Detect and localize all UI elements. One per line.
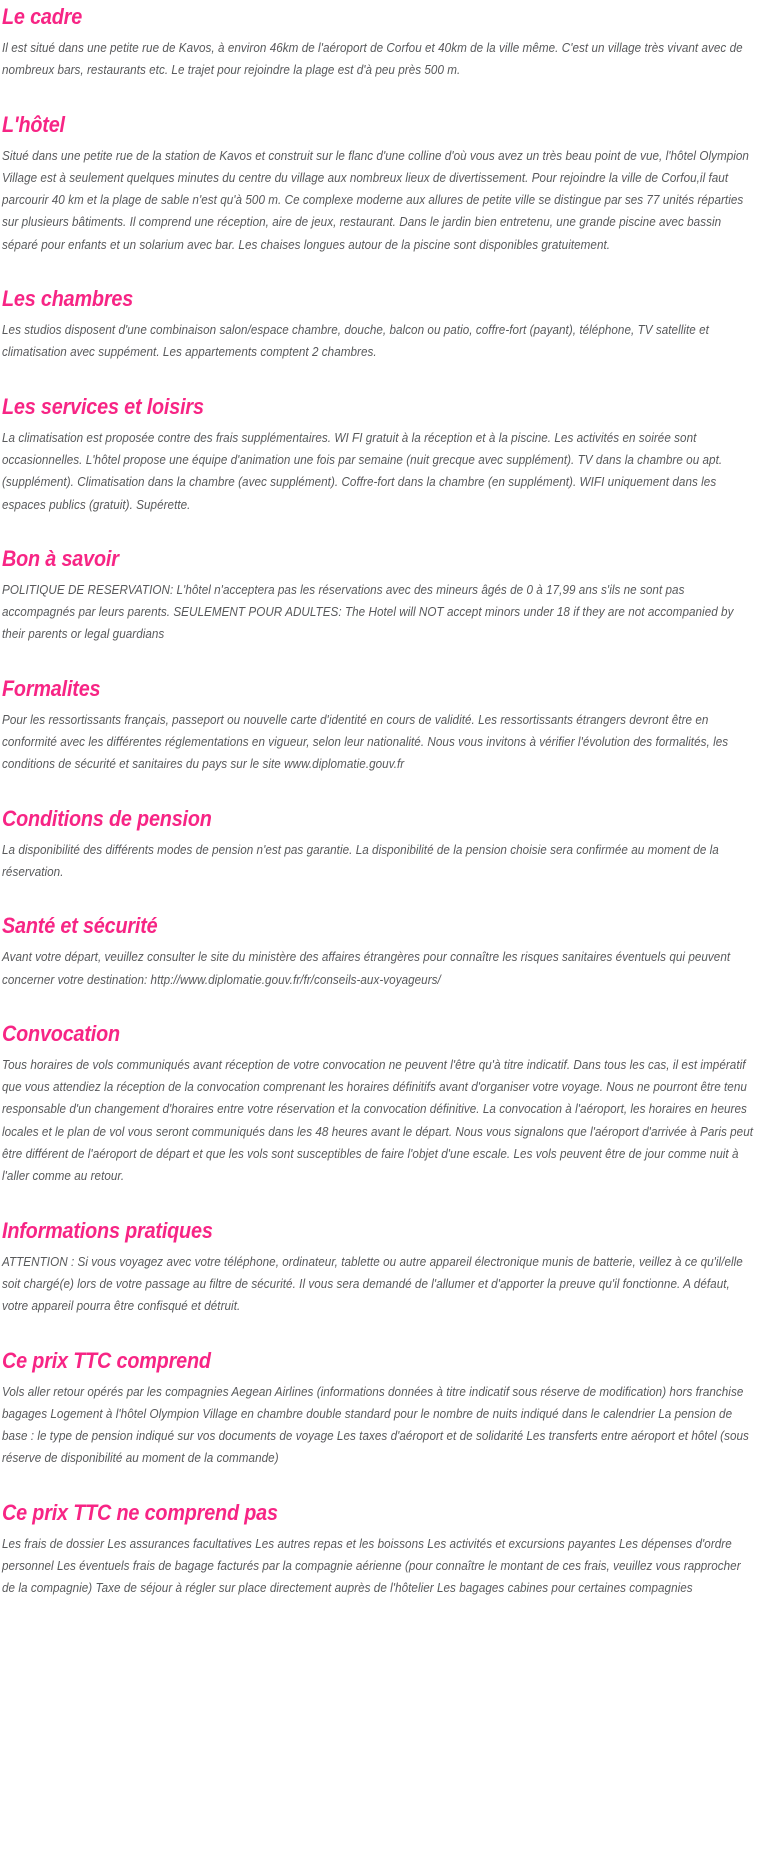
section-heading-conditions-de-pension: Conditions de pension bbox=[2, 805, 212, 831]
section-body-sante-et-securite: Avant votre départ, veuillez consulter le site du ministère des affaires étrangères pour connaître les risques sanitaires éventuels qui peuvent concerner votre destination: http://www.diplomatie.gouv.fr/fr/conseils-aux-voyageurs/ bbox=[2, 949, 731, 987]
section-heading-ce-prix-ttc-comprend: Ce prix TTC comprend bbox=[2, 1347, 211, 1373]
section-informations-pratiques bbox=[2, 1218, 756, 1318]
section-body-ce-prix-ttc-comprend: Vols aller retour opérés par les compagnies Aegean Airlines (informations données à titre indicatif sous réserve de modification) hors franchise bagages Logement à l'hôtel Olympion Village en chambre double standard pour le nombre de nuits indiqué dans le calendrier La pension de base : le type de pension indiqué sur vos documents de voyage Les taxes d'aéroport et de solidarité Les transferts entre aéroport et hôtel (sous réserve de disponibilité au moment de la commande) bbox=[2, 1383, 749, 1466]
section-heading-sante-et-securite: Santé et sécurité bbox=[2, 913, 158, 939]
section-les-services-et-loisirs bbox=[2, 394, 756, 516]
section-spacer bbox=[2, 256, 756, 286]
section-le-cadre bbox=[2, 4, 756, 82]
section-heading-ce-prix-ttc-ne-comprend-pas: Ce prix TTC ne comprend pas bbox=[2, 1499, 278, 1525]
section-body-bon-a-savoir: POLITIQUE DE RESERVATION: L'hôtel n'acceptera pas les réservations avec des mineurs âgés de 0 à 17,99 ans s'ils ne sont pas accompagnés par leurs parents. SEULEMENT POUR ADULTES: The Hotel will NOT accept minors under 18 if they are not accompanied by their parents or legal guardians bbox=[2, 581, 734, 642]
section-heading-formalites: Formalites bbox=[2, 675, 101, 701]
section-heading-convocation: Convocation bbox=[2, 1020, 120, 1046]
section-body-les-chambres: Les studios disposent d'une combinaison salon/espace chambre, douche, balcon ou patio, coffre-fort (payant), téléphone, TV satellite et climatisation avec suppément. Les appartements comptent 2 chambres. bbox=[2, 322, 709, 360]
section-body-le-cadre: Il est situé dans une petite rue de Kavos, à environ 46km de l'aéroport de Corfou et 40km de la ville même. C'est un village très vivant avec de nombreux bars, restaurants etc. Le trajet pour rejoindre la plage est d'à peu près 500 m. bbox=[2, 40, 743, 78]
section-spacer bbox=[2, 883, 756, 913]
section-body-formalites: Pour les ressortissants français, passeport ou nouvelle carte d'identité en cours de validité. Les ressortissants étrangers devront être en conformité avec les différentes réglementations en vigueur, selon leur nationalité. Nous vous invitons à vérifier l'évolution des formalités, les conditions de sécurité et sanitaires du pays sur le site www.diplomatie.gouv.fr bbox=[2, 711, 729, 772]
section-body-l-hotel: Situé dans une petite rue de la station de Kavos et construit sur le flanc d'une colline d'où vous avez un très beau point de vue, l'hôtel Olympion Village est à seulement quelques minutes du centre du village aux nombreux lieux de divertissement. Pour rejoindre la ville de Corfou,il faut parcourir 40 km et la plage de sable n'est qu'à 500 m. Ce complexe moderne aux allures de petite ville se distingue par ses 77 unités réparties sur plusieurs bâtiments. Il comprend une réception, aire de jeux, restaurant. Dans le jardin bien entretenu, une grande piscine avec bassin séparé pour enfants et un solarium avec bar. Les chaises longues autour de la piscine sont disponibles gratuitement. bbox=[2, 147, 749, 252]
section-heading-les-chambres: Les chambres bbox=[2, 286, 134, 312]
section-spacer bbox=[2, 1470, 756, 1500]
section-body-convocation: Tous horaires de vols communiqués avant réception de votre convocation ne peuvent l'être qu'à titre indicatif. Dans tous les cas, il est impératif que vous attendiez la réception de la convocation comprenant les horaires définitifs avant d'organiser votre voyage. Nous ne pourront être tenu responsable d'un changement d'horaires entre votre réservation et la convocation définitive. La convocation à l'aéroport, les horaires en heures locales et le plan de vol vous seront communiqués dans les 48 heures avant le départ. Nous vous signalons que l'aéroport d'arrivée à Paris peut être différent de l'aéroport de départ et que les vols sont susceptibles de faire l'objet d'une escale. Les vols peuvent être de jour comme nuit à l'aller comme au retour. bbox=[2, 1056, 754, 1184]
section-heading-l-hotel: L'hôtel bbox=[2, 111, 65, 137]
section-formalites bbox=[2, 676, 756, 776]
section-convocation bbox=[2, 1021, 756, 1188]
section-spacer bbox=[2, 364, 756, 394]
section-spacer bbox=[2, 776, 756, 806]
section-ce-prix-ttc-comprend bbox=[2, 1348, 756, 1470]
section-spacer bbox=[2, 516, 756, 546]
section-ce-prix-ttc-ne-comprend-pas bbox=[2, 1500, 756, 1600]
section-heading-les-services-et-loisirs: Les services et loisirs bbox=[2, 393, 204, 419]
section-sante-et-securite bbox=[2, 913, 756, 991]
section-body-ce-prix-ttc-ne-comprend-pas: Les frais de dossier Les assurances facultatives Les autres repas et les boissons Les activités et excursions payantes Les dépenses d'ordre personnel Les éventuels frais de bagage facturés par la compagnie aérienne (pour connaître le montant de ces frais, veuillez vous rapprocher de la compagnie) Taxe de séjour à régler sur place directement auprès de l'hôtelier Les bagages cabines pour certaines compagnies bbox=[2, 1535, 741, 1596]
section-conditions-de-pension bbox=[2, 806, 756, 884]
section-body-conditions-de-pension: La disponibilité des différents modes de pension n'est pas garantie. La disponibilité de la pension choisie sera confirmée au moment de la réservation. bbox=[2, 841, 719, 879]
section-heading-bon-a-savoir: Bon à savoir bbox=[2, 545, 119, 571]
section-spacer bbox=[2, 646, 756, 676]
section-heading-le-cadre: Le cadre bbox=[2, 4, 83, 29]
section-heading-informations-pratiques: Informations pratiques bbox=[2, 1217, 213, 1243]
section-spacer bbox=[2, 1188, 756, 1218]
section-l-hotel bbox=[2, 112, 756, 256]
section-les-chambres bbox=[2, 286, 756, 364]
section-bon-a-savoir bbox=[2, 546, 756, 646]
section-spacer bbox=[2, 1318, 756, 1348]
section-spacer bbox=[2, 991, 756, 1021]
section-spacer bbox=[2, 82, 756, 112]
section-body-les-services-et-loisirs: La climatisation est proposée contre des frais supplémentaires. WI FI gratuit à la réception et à la piscine. Les activités en soirée sont occasionnelles. L'hôtel propose une équipe d'animation une fois par semaine (nuit grecque avec supplément). TV dans la chambre ou apt. (supplément). Climatisation dans la chambre (avec supplément). Coffre-fort dans la chambre (en supplément). WIFI uniquement dans les espaces publics (gratuit). Supérette. bbox=[2, 429, 723, 512]
section-body-informations-pratiques: ATTENTION : Si vous voyagez avec votre téléphone, ordinateur, tablette ou autre appareil électronique munis de batterie, veillez à ce qu'il/elle soit chargé(e) lors de votre passage au filtre de sécurité. Il vous sera demandé de l'allumer et d'apporter la preuve qu'il fonctionne. A défaut, votre appareil pourra être confisqué et détruit. bbox=[2, 1253, 743, 1314]
